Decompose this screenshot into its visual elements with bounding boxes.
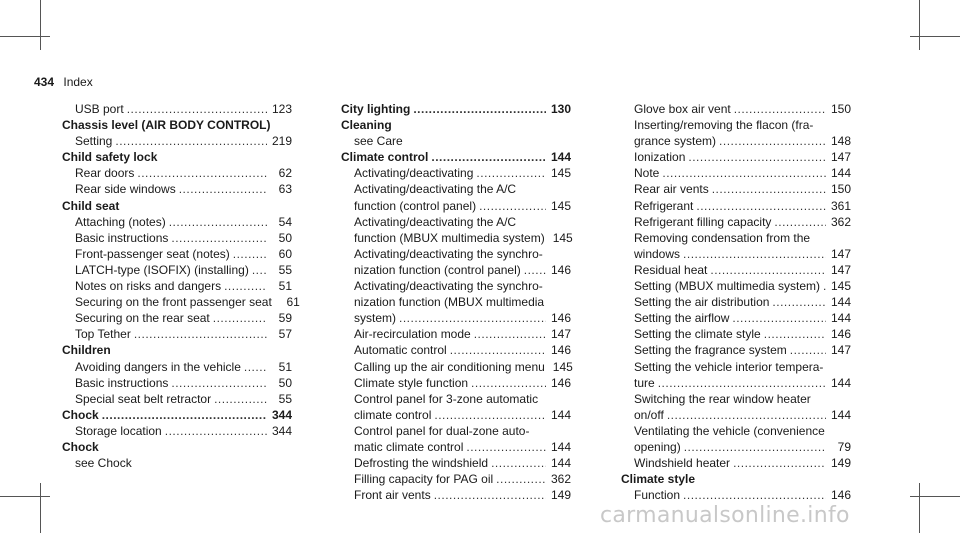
entry-page: 146 (550, 311, 571, 326)
entry-page: 144 (550, 456, 571, 471)
dot-leader (683, 246, 826, 262)
dot-leader (169, 214, 267, 230)
entry-text: Basic instructions (75, 375, 169, 390)
page-number: 434 (34, 75, 55, 89)
index-heading (341, 149, 571, 165)
entry-text: Climate style (621, 472, 696, 487)
index-entry-continued (341, 423, 571, 439)
entry-text: ture (634, 375, 655, 390)
index-entry (341, 407, 571, 423)
entry-text: Special seat belt retractor (75, 391, 212, 406)
index-entry (621, 181, 851, 197)
entry-text: Activating/deactivating the synchro- (354, 279, 543, 294)
index-entry (621, 214, 851, 230)
dot-leader (790, 342, 826, 358)
entry-text: Automatic control (354, 343, 447, 358)
dot-leader (823, 278, 826, 294)
entry-text: Children (62, 343, 111, 358)
index-entry-continued (621, 359, 851, 375)
dot-leader (214, 391, 267, 407)
index-entry (341, 487, 571, 503)
dot-leader (774, 214, 826, 230)
crop-mark (919, 0, 920, 50)
index-entry (621, 342, 851, 358)
dot-leader (179, 181, 267, 197)
dot-leader (413, 101, 546, 117)
entry-text: Control panel for dual-zone auto- (354, 423, 530, 438)
entry-text: Rear side windows (75, 182, 176, 197)
entry-page: 144 (550, 439, 571, 454)
entry-page: 219 (271, 134, 292, 149)
index-entry (341, 165, 571, 181)
dot-leader (476, 165, 546, 181)
entry-text: windows (634, 246, 681, 261)
dot-leader (137, 165, 267, 181)
entry-page: 146 (550, 343, 571, 358)
entry-text: Note (634, 166, 660, 181)
index-entry (62, 294, 300, 310)
entry-page: 362 (830, 214, 851, 229)
entry-text: Calling up the air conditioning menu (354, 359, 545, 374)
dot-leader (732, 310, 826, 326)
dot-leader (684, 439, 826, 455)
entry-page: 146 (830, 327, 851, 342)
entry-page: 145 (550, 198, 571, 213)
entry-page: 148 (830, 134, 851, 149)
entry-text: USB port (75, 102, 124, 116)
index-entry-continued (341, 391, 571, 407)
crop-mark (919, 483, 920, 533)
dot-leader (434, 487, 546, 503)
dot-leader (102, 407, 267, 423)
entry-text: LATCH-type (ISOFIX) (installing) (75, 262, 249, 277)
crop-mark (40, 0, 41, 50)
entry-page: 144 (830, 166, 851, 181)
index-entry-continued (341, 294, 571, 310)
entry-text: Attaching (notes) (75, 214, 166, 229)
index-entry (341, 342, 571, 358)
index-entry (621, 149, 851, 165)
entry-text: Ventilating the vehicle (convenience (634, 423, 825, 438)
dot-leader (683, 487, 826, 503)
index-column-2 (341, 101, 571, 503)
index-entry (341, 455, 571, 471)
entry-page: 149 (550, 488, 571, 503)
entry-page: 57 (278, 327, 292, 342)
dot-leader (134, 326, 267, 342)
entry-page: 147 (550, 327, 571, 342)
entry-text: nization function (MBUX multimedia (354, 295, 545, 310)
index-entry (341, 310, 571, 326)
dot-leader (496, 471, 546, 487)
entry-text: Control panel for 3-zone automatic (354, 391, 539, 406)
index-heading (62, 439, 292, 455)
entry-text: Removing condensation from the (634, 230, 811, 245)
index-entry (62, 359, 292, 375)
entry-text: Refrigerant filling capacity (634, 214, 772, 229)
index-entry (341, 326, 571, 342)
entry-text: Front-passenger seat (notes) (75, 246, 230, 261)
entry-page: 145 (550, 166, 571, 181)
index-entry-continued (621, 230, 851, 246)
dot-leader (662, 165, 826, 181)
entry-page: 145 (552, 230, 573, 245)
entry-text: Switching the rear window heater (634, 391, 811, 406)
entry-text: Setting the vehicle interior tempera- (634, 359, 824, 374)
entry-page: 61 (286, 295, 300, 310)
dot-leader (224, 278, 267, 294)
entry-text: Setting the airflow (634, 311, 730, 326)
index-entry (621, 310, 851, 326)
dot-leader (115, 133, 267, 149)
index-entry (621, 278, 851, 294)
index-entry (62, 214, 292, 230)
entry-text: Child safety lock (62, 150, 158, 165)
entry-text: Inserting/removing the flacon (fra- (634, 118, 814, 133)
entry-text: function (control panel) (354, 198, 477, 213)
index-entry (341, 375, 571, 391)
index-entry (62, 230, 292, 246)
entry-text: Ionization (634, 150, 686, 165)
dot-leader (434, 407, 546, 423)
index-entry (621, 165, 851, 181)
index-entry (621, 198, 851, 214)
index-entry (621, 375, 851, 391)
entry-page: 79 (837, 439, 851, 454)
entry-page: 344 (271, 407, 292, 422)
index-entry (621, 133, 851, 149)
entry-page: 144 (830, 311, 851, 326)
entry-page: 144 (550, 150, 571, 165)
dot-leader (733, 455, 826, 471)
entry-page: 146 (830, 488, 851, 503)
entry-text: Glove box air vent (634, 102, 731, 116)
dot-leader (491, 455, 546, 471)
entry-text: see Care (354, 134, 403, 149)
index-entry (62, 391, 292, 407)
entry-page: 344 (271, 423, 292, 438)
index-entry-continued (341, 214, 571, 230)
entry-text: Basic instructions (75, 230, 169, 245)
entry-page: 150 (830, 102, 851, 116)
entry-text: Filling capacity for PAG oil (354, 472, 494, 487)
index-entry (341, 359, 571, 375)
dot-leader (688, 149, 826, 165)
dot-leader (772, 294, 826, 310)
entry-page: 147 (830, 262, 851, 277)
dot-leader (524, 262, 546, 278)
entry-page: 130 (550, 102, 571, 116)
dot-leader (252, 262, 267, 278)
entry-page: 150 (830, 182, 851, 197)
index-entry (62, 101, 292, 117)
index-entry (62, 181, 292, 197)
index-entry (62, 165, 292, 181)
entry-text: Residual heat (634, 262, 708, 277)
dot-leader (667, 407, 826, 423)
entry-text: on/off (634, 407, 664, 422)
index-entry (341, 262, 571, 278)
index-entry (621, 487, 851, 503)
index-heading (341, 117, 571, 133)
index-entry (621, 326, 851, 342)
entry-text: Function (634, 488, 681, 503)
section-title: Index (63, 75, 93, 89)
crop-mark (910, 36, 960, 37)
entry-page: 123 (271, 102, 292, 116)
dot-leader (734, 101, 826, 117)
entry-text: Air-recirculation mode (354, 327, 471, 342)
entry-text: Refrigerant (634, 198, 694, 213)
entry-page: 146 (550, 262, 571, 277)
index-entry (62, 375, 292, 391)
entry-text: Securing on the front passenger seat (75, 295, 272, 310)
dot-leader (399, 310, 546, 326)
index-entry (62, 326, 292, 342)
entry-page: 63 (278, 182, 292, 197)
dot-leader (171, 230, 267, 246)
entry-text: Setting the climate style (634, 327, 761, 342)
entry-page: 55 (278, 391, 292, 406)
crop-mark (0, 496, 50, 497)
entry-page: 146 (550, 375, 571, 390)
entry-text: opening) (634, 439, 681, 454)
entry-text: system) (354, 311, 396, 326)
entry-text: Notes on risks and dangers (75, 279, 222, 294)
entry-page: 55 (278, 262, 292, 277)
entry-text: Rear air vents (634, 182, 709, 197)
dot-leader (466, 439, 546, 455)
dot-leader (213, 310, 267, 326)
index-column-1 (62, 101, 300, 471)
entry-page: 144 (830, 295, 851, 310)
watermark: carmanualsonline.info (600, 503, 850, 528)
entry-text: Securing on the rear seat (75, 311, 210, 326)
entry-text: Climate style function (354, 375, 469, 390)
index-entry (341, 439, 571, 455)
dot-leader (764, 326, 826, 342)
index-entry (621, 101, 851, 117)
index-entry (341, 471, 571, 487)
entry-text: see Chock (75, 456, 132, 471)
dot-leader (696, 198, 826, 214)
entry-text: Climate control (341, 150, 429, 165)
dot-leader (244, 359, 267, 375)
index-heading (341, 101, 571, 117)
entry-page: 51 (278, 359, 292, 374)
dot-leader (710, 262, 826, 278)
index-entry (621, 407, 851, 423)
entry-text: Setting (MBUX multimedia system) (634, 279, 821, 294)
dot-leader (474, 326, 546, 342)
index-heading (62, 407, 292, 423)
index-entry-continued (621, 391, 851, 407)
crop-mark (910, 496, 960, 497)
page-header (34, 75, 93, 89)
dot-leader (479, 198, 546, 214)
entry-page: 50 (278, 230, 292, 245)
index-entry-continued (341, 278, 571, 294)
entry-text: Activating/deactivating the synchro- (354, 246, 543, 261)
index-entry (341, 198, 571, 214)
entry-text: Setting (75, 134, 113, 149)
index-entry (621, 455, 851, 471)
index-entry-continued (341, 181, 571, 197)
index-entry (62, 278, 292, 294)
entry-page: 50 (278, 375, 292, 390)
index-entry (621, 262, 851, 278)
entry-page: 62 (278, 166, 292, 181)
entry-text: function (MBUX multimedia system) (354, 230, 545, 245)
entry-text: Rear doors (75, 166, 135, 181)
entry-page: 144 (830, 375, 851, 390)
entry-page: 147 (830, 246, 851, 261)
entry-text: Activating/deactivating the A/C (354, 182, 517, 197)
entry-page: 149 (830, 456, 851, 471)
entry-page: 147 (830, 150, 851, 165)
entry-page: 51 (278, 279, 292, 294)
index-heading (62, 198, 292, 214)
index-entry (341, 230, 571, 246)
entry-page: 361 (830, 198, 851, 213)
entry-text: Avoiding dangers in the vehicle (75, 359, 241, 374)
crop-mark (40, 483, 41, 533)
entry-text: matic climate control (354, 439, 464, 454)
entry-page: 144 (550, 407, 571, 422)
entry-page: 362 (550, 472, 571, 487)
index-entry (62, 246, 292, 262)
entry-text: Chassis level (AIR BODY CONTROL) (62, 118, 271, 133)
index-entry-continued (621, 117, 851, 133)
index-heading (62, 342, 292, 358)
entry-page: 144 (830, 407, 851, 422)
entry-text: grance system) (634, 134, 717, 149)
index-entry (62, 310, 292, 326)
dot-leader (233, 246, 267, 262)
index-entry (62, 423, 292, 439)
entry-page: 145 (830, 279, 851, 294)
dot-leader (450, 342, 546, 358)
dot-leader (165, 423, 267, 439)
index-heading (62, 149, 292, 165)
index-entry-continued (621, 423, 851, 439)
entry-page: 59 (278, 311, 292, 326)
entry-text: Setting the fragrance system (634, 343, 787, 358)
index-entry (62, 133, 292, 149)
entry-text: City lighting (341, 102, 411, 116)
entry-text: Chock (62, 407, 99, 422)
index-entry (341, 133, 571, 149)
dot-leader (431, 149, 546, 165)
entry-text: Cleaning (341, 118, 392, 133)
dot-leader (171, 375, 267, 391)
entry-text: Front air vents (354, 488, 431, 503)
index-entry (621, 294, 851, 310)
dot-leader (712, 181, 826, 197)
entry-text: Chock (62, 439, 99, 454)
dot-leader (719, 133, 826, 149)
entry-text: Activating/deactivating the A/C (354, 214, 517, 229)
entry-page: 145 (552, 359, 573, 374)
entry-text: nization function (control panel) (354, 262, 521, 277)
entry-text: Top Tether (75, 327, 131, 342)
entry-text: climate control (354, 407, 432, 422)
index-heading (62, 117, 292, 133)
entry-text: Windshield heater (634, 456, 731, 471)
index-entry (62, 455, 292, 471)
entry-text: Child seat (62, 198, 120, 213)
index-entry (621, 246, 851, 262)
index-column-3 (621, 101, 851, 503)
dot-leader (471, 375, 546, 391)
entry-page: 54 (278, 214, 292, 229)
dot-leader (127, 101, 267, 117)
crop-mark (0, 36, 50, 37)
index-entry (621, 439, 851, 455)
entry-text: Setting the air distribution (634, 295, 770, 310)
entry-text: Storage location (75, 423, 162, 438)
index-entry-continued (341, 246, 571, 262)
entry-page: 60 (278, 246, 292, 261)
index-entry (62, 262, 292, 278)
index-heading (621, 471, 851, 487)
dot-leader (658, 375, 826, 391)
entry-text: Defrosting the windshield (354, 456, 489, 471)
entry-text: Activating/deactivating (354, 166, 474, 181)
entry-page: 147 (830, 343, 851, 358)
